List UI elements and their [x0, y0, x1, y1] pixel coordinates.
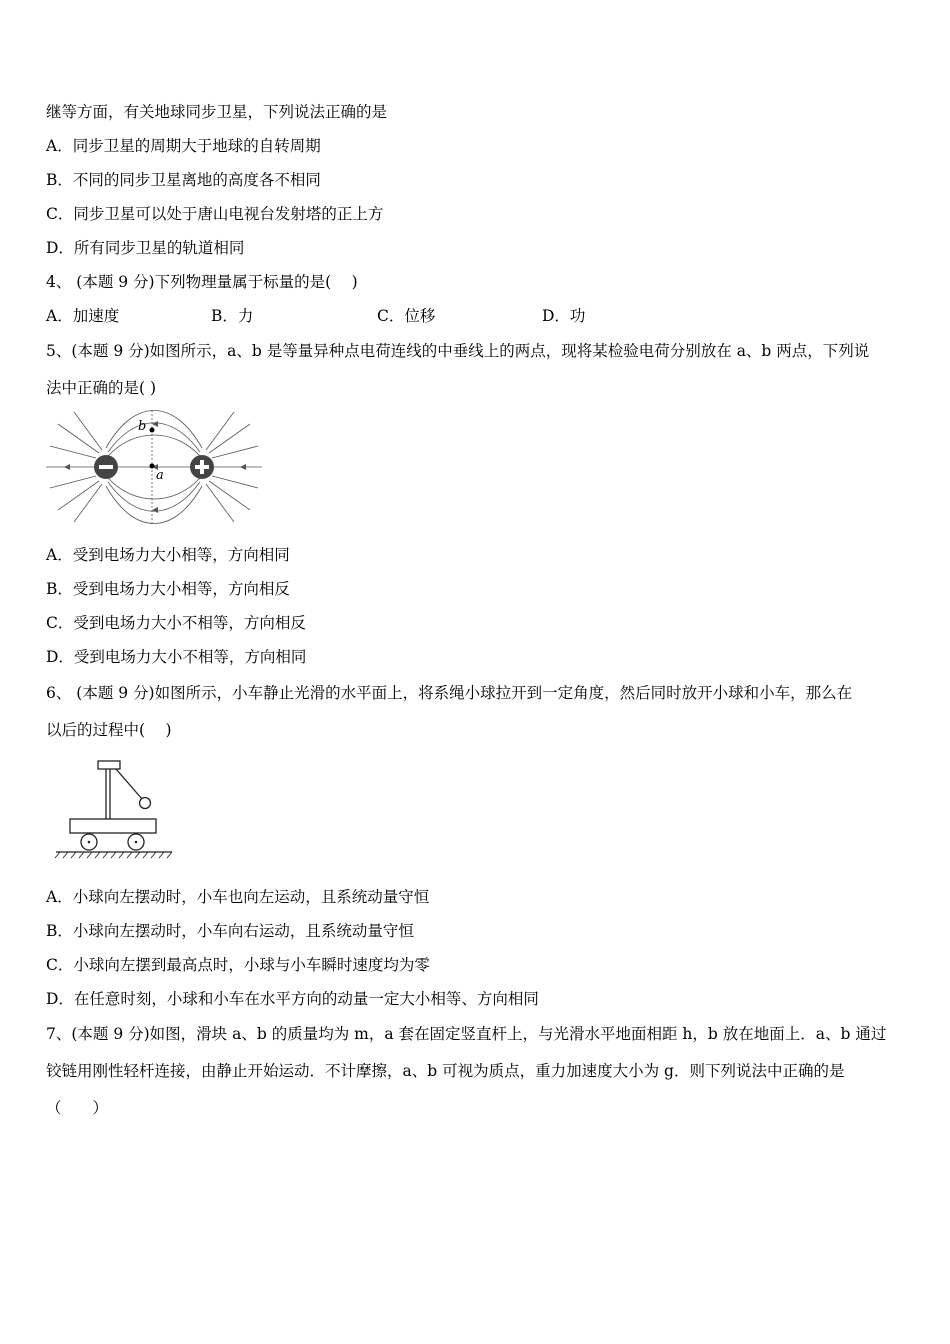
option-line: B．不同的同步卫星离地的高度各不相同 [46, 171, 321, 189]
option-line: D．受到电场力大小不相等，方向相同 [46, 648, 307, 666]
question-6-stem: 6、 (本题 9 分)如图所示，小车静止光滑的水平面上，将系绳小球拉开到一定角度，然后同时放开小球和小车，那么在 [46, 684, 853, 702]
question-6-stem-cont: 以后的过程中( ) [46, 721, 172, 739]
question-7-stem-cont: 铰链用刚性轻杆连接，由静止开始运动．不计摩擦，a、b 可视为质点，重力加速度大小为 g．则下列说法中正确的是 [46, 1062, 845, 1080]
option-a: A．加速度 [46, 307, 120, 325]
option-line: A．同步卫星的周期大于地球的自转周期 [46, 137, 321, 155]
point-b-label: b [138, 419, 147, 434]
point-a-label: a [156, 468, 164, 483]
option-line: C．小球向左摆到最高点时，小球与小车瞬时速度均为零 [46, 956, 430, 974]
option-b: B．力 [211, 307, 254, 325]
option-line: C．受到电场力大小不相等，方向相反 [46, 614, 306, 632]
question-4-stem: 4、 (本题 9 分)下列物理量属于标量的是( ) [46, 273, 358, 291]
option-line: B．小球向左摆动时，小车向右运动，且系统动量守恒 [46, 922, 414, 940]
option-line: D．在任意时刻，小球和小车在水平方向的动量一定大小相等、方向相同 [46, 990, 539, 1008]
electric-field-figure [44, 408, 264, 526]
option-line: C．同步卫星可以处于唐山电视台发射塔的正上方 [46, 205, 384, 223]
text-line: 继等方面，有关地球同步卫星，下列说法正确的是 [46, 103, 388, 121]
option-c: C．位移 [377, 307, 436, 325]
question-7-answer-blank: （ ） [46, 1099, 109, 1117]
option-line: A．小球向左摆动时，小车也向左运动，且系统动量守恒 [46, 888, 430, 906]
question-7-stem: 7、(本题 9 分)如图，滑块 a、b 的质量均为 m，a 套在固定竖直杆上，与光滑水平地面相距 h，b 放在地面上．a、b 通过 [46, 1025, 887, 1043]
option-line: D．所有同步卫星的轨道相同 [46, 239, 245, 257]
question-5-stem: 5、(本题 9 分)如图所示，a、b 是等量异种点电荷连线的中垂线上的两点，现将某检验电荷分别放在 a、b 两点，下列说 [46, 342, 870, 360]
question-5-stem-cont: 法中正确的是( ) [46, 379, 157, 397]
option-line: B．受到电场力大小相等，方向相反 [46, 580, 290, 598]
cart-pendulum-figure [52, 756, 176, 862]
option-line: A．受到电场力大小相等，方向相同 [46, 546, 290, 564]
option-d: D．功 [542, 307, 586, 325]
